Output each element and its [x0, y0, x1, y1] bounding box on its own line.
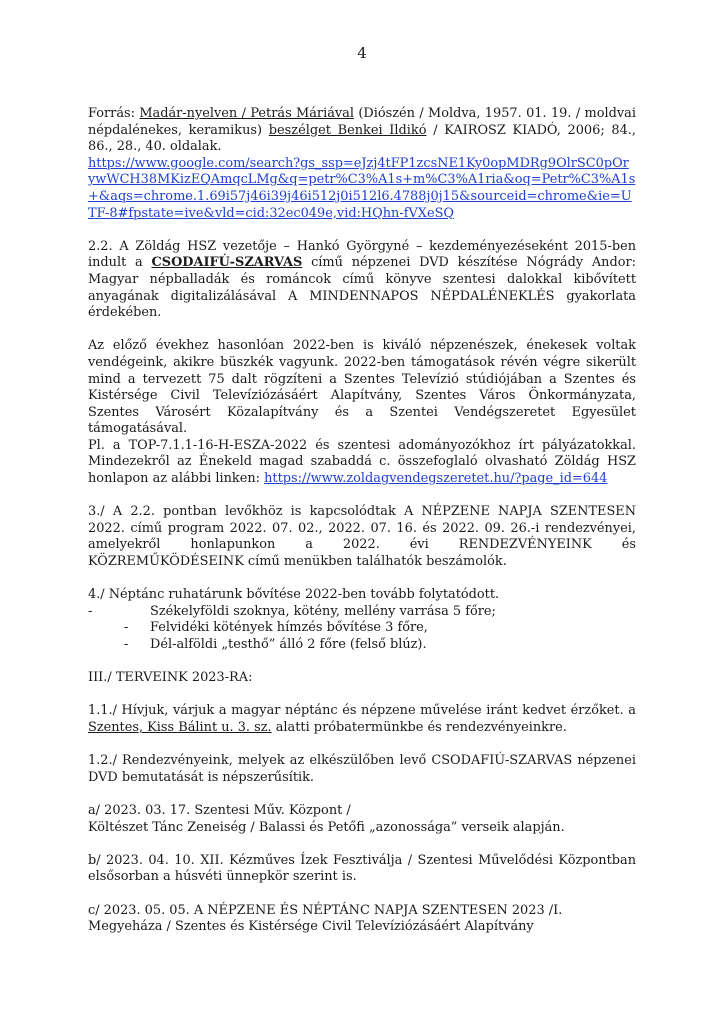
list-item-text: Felvidéki kötények hímzés bővítése 3 főre, — [150, 620, 428, 636]
source-interviewer: beszélget Benkei Ildikó — [268, 122, 427, 138]
event-b: b/ 2023. 04. 10. XII. Kézműves Ízek Fesztiválja / Szentesi Művelődési Központban elsősorban a húsvéti ünnepkör szerint is. — [88, 852, 636, 885]
list-item-text: Székelyföldi szoknya, kötény, mellény varrása 5 főre; — [150, 603, 496, 619]
paragraph-2-2-tail: című népzenei DVD készítése Nógrády Andor: Magyar népballadák és románcok című könyve szentesi dalokkal kibővített anyagának digitalizálásával A MINDENNAPOS NÉPDALÉNEKLÉS gyakorlata érdekében. — [88, 255, 636, 321]
guests-paragraph: Az előző évekhez hasonlóan 2022-ben is kiváló népzenészek, énekesek voltak vendégeink, akikre büszkék vagyunk. 2022-ben támogatások révén végre sikerült mind a tervezett 75 dalt rögzíteni a Szentes Televízió stúdiójában a Szentes és Kistérsége Civil Televíziózásáért Alapítvány, Szentes Város Önkormányzata, Szentes Városért Közalapítvány és a Szentei Vendégszeretet Egyesület támogatásával. — [88, 338, 636, 437]
tenders-paragraph — [88, 438, 636, 488]
list-item: - Felvidéki kötények hímzés bővítése 3 főre, — [124, 620, 428, 636]
event-c-line2: Megyeháza / Szentes és Kistérsége Civil Televíziózásáért Alapítvány — [88, 919, 534, 935]
source-paragraph — [88, 106, 636, 156]
event-a-line2: Költészet Tánc Zeneiség / Balassi és Petőfi „azonossága” verseik alapján. — [88, 819, 565, 835]
paragraph-2-2 — [88, 239, 636, 322]
source-details: (Diószén / Moldva, 1957. 01. 19. / moldvai népdalénekes, keramikus) — [88, 106, 636, 138]
event-a-line1: a/ 2023. 03. 17. Szentesi Műv. Központ / — [88, 802, 351, 818]
tenders-text: Pl. a TOP-7.1.1-16-H-ESZA-2022 és szentesi adományozókhoz írt pályázatokkal. Mindezekről az Énekeld magad szabaddá c. összefoglaló olvasható Zöldág HSZ honlapon az alábbi linken: — [88, 437, 636, 487]
list-item: - Székelyföldi szoknya, kötény, mellény varrása 5 főre; — [88, 603, 496, 619]
google-search-link[interactable]: https://www.google.com/search?gs_ssp=eJzj4tFP1zcsNE1Ky0opMDRg9OlrSC0pOrywWCH38MKizEQAmqcLMg&q=petr%C3%A1s+m%C3%A1ria&oq=Petr%C3%A1s+&aqs=chrome.1.69i57j46i39j46i512j0i512l6.4788j0j15&sourceid=chrome&ie=UTF-8#fpstate=ive&vld=cid:32ec049e,vid:HQhn-fVXeSQ — [88, 155, 636, 221]
zoldag-link[interactable]: https://www.zoldagvendegszeretet.hu/?page_id=644 — [264, 471, 608, 487]
paragraph-1-1-lead: 1.1./ Hívjuk, várjuk a magyar néptánc és népzene művelése iránt kedvet érzőket. a — [88, 703, 636, 719]
list-item-text: Dél-alföldi „testhő” álló 2 főre (felső blúz). — [150, 637, 427, 652]
paragraph-1-1-tail: alatti próbatermünkbe és rendezvényeinkre. — [271, 719, 567, 735]
paragraph-1-1 — [88, 703, 636, 736]
paragraph-3: 3./ A 2.2. pontban levőkhöz is kapcsolódtak A NÉPZENE NAPJA SZENTESEN 2022. című program 2022. 07. 02., 2022. 07. 16. és 2022. 09. 26.-i rendezvényei, amelyekről honlapunkon a 2022. évi RENDEZVÉNYEINK és KÖZREMŰKÖDÉSEINK című menükben találhatók beszámolók. — [88, 504, 636, 570]
document-body — [88, 106, 636, 936]
page-number: 4 — [357, 44, 367, 62]
list-item: - Dél-alföldi „testhő” álló 2 főre (felső blúz). — [124, 637, 427, 652]
dvd-title: CSODAIFÚ-SZARVAS — [151, 255, 303, 271]
source-publisher: / KAIROSZ KIADÓ, 2006; 84., 86., 28., 40. oldalak. — [88, 122, 637, 155]
plans-heading: III./ TERVEINK 2023-RA: — [88, 670, 253, 686]
paragraph-1-2: 1.2./ Rendezvényeink, melyek az elkészülőben levő CSODAFIÚ-SZARVAS népzenei DVD bemutatását is népszerűsítik. — [88, 753, 636, 785]
paragraph-4: 4./ Néptánc ruhatárunk bővítése 2022-ben tovább folytatódott. — [88, 587, 500, 603]
rehearsal-address: Szentes, Kiss Bálint u. 3. sz. — [88, 719, 272, 735]
source-lead: Forrás: — [88, 106, 140, 121]
paragraph-2-2-lead: 2.2. A Zöldág HSZ vezetője – Hankó Györgyné – kezdeményezéseként 2015-ben indult a — [88, 238, 636, 271]
costume-list — [88, 604, 636, 654]
source-work-title: Madár-nyelven / Petrás Máriával — [139, 106, 354, 121]
event-c-line1: c/ 2023. 05. 05. A NÉPZENE ÉS NÉPTÁNC NAPJA SZENTESEN 2023 /I. — [88, 902, 563, 918]
